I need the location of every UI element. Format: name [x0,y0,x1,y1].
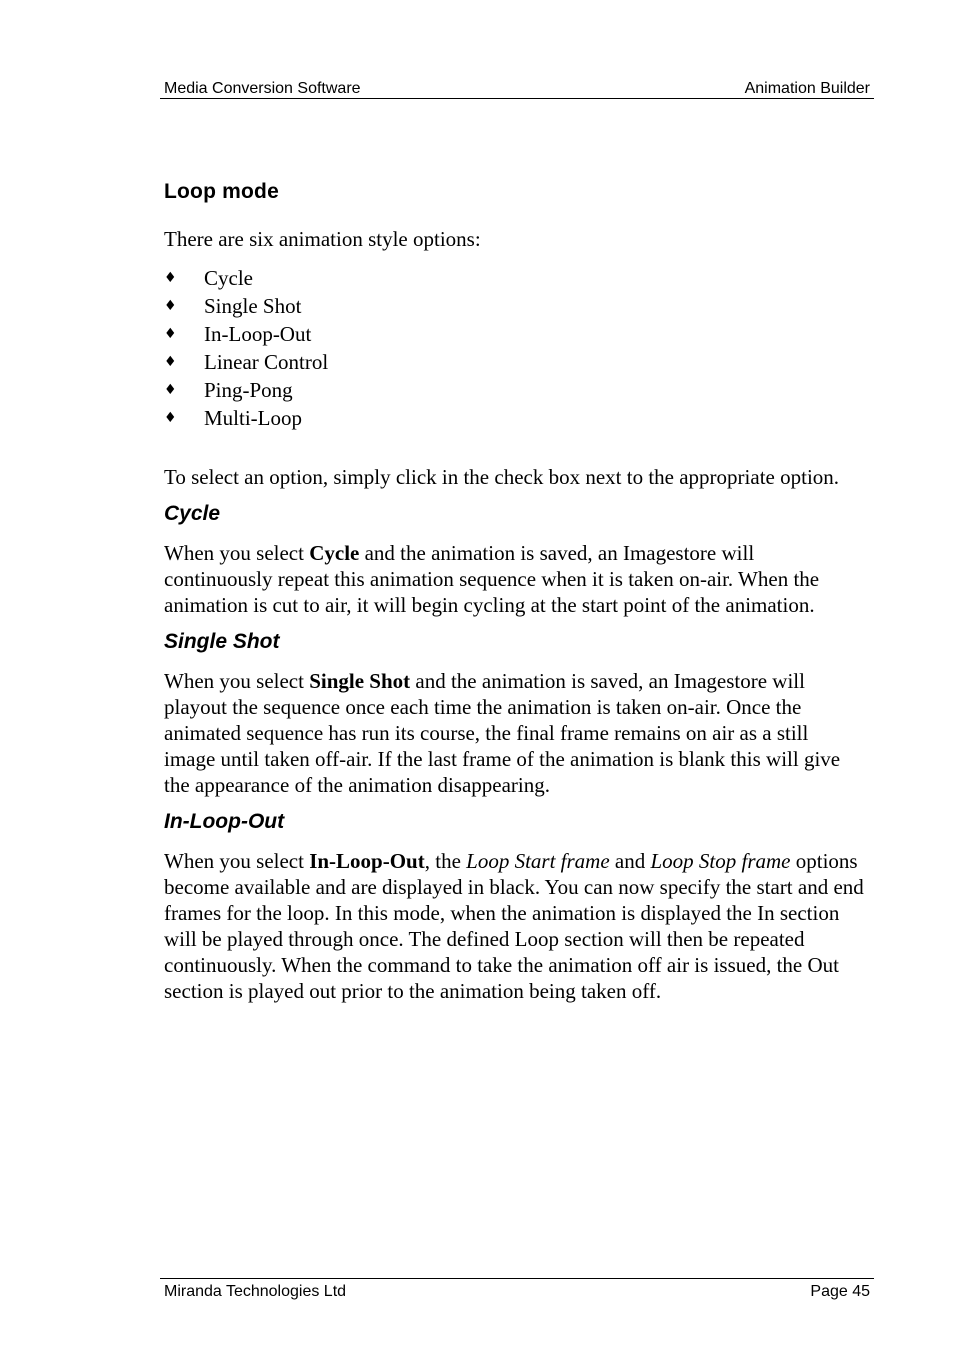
list-item: ♦ Cycle [164,266,253,290]
list-item: ♦ Linear Control [164,350,329,374]
diamond-bullet-icon: ♦ [164,354,177,370]
list-item: ♦ Ping-Pong [164,378,293,402]
section-title: Loop mode [164,180,279,203]
list-item: ♦ Single Shot [164,294,302,318]
diamond-bullet-icon: ♦ [164,410,177,426]
cycle-paragraph: When you select Cycle and the animation is saved, an Imagestore will continuously repeat this animation sequence when it is taken on-air. When the animation is cut to air, it will begin cycling at the start point of the animation. [164,541,820,617]
select-instructions: To select an option, simply click in the check box next to the appropriate option. [164,465,840,489]
cycle-heading: Cycle [164,502,221,525]
diamond-bullet-icon: ♦ [164,382,177,398]
footer-company: Miranda Technologies Ltd [164,1283,347,1300]
page-content [164,176,864,1016]
intro-paragraph: There are six animation style options: [164,227,481,251]
in-loop-out-paragraph: When you select In-Loop-Out, the Loop Start frame and Loop Stop frame options become available and are displayed in black. You can now specify the start and end frames for the loop. In this mode, when the animation is displayed the In section will be played through once. The defined Loop section will then be repeated continuously. When the command to take the animation off air is issued, the Out section is played out prior to the animation being taken off. [164,849,864,1003]
diamond-bullet-icon: ♦ [164,270,177,286]
page-header [160,76,874,99]
options-list [164,264,864,432]
header-doc-title: Media Conversion Software [164,80,361,97]
diamond-bullet-icon: ♦ [164,326,177,342]
single-shot-heading: Single Shot [164,630,280,653]
list-item: ♦ Multi-Loop [164,406,302,430]
list-item: ♦ In-Loop-Out [164,322,312,346]
page-number: Page 45 [810,1283,870,1300]
single-shot-paragraph: When you select Single Shot and the animation is saved, an Imagestore will playout the sequence once each time the animation is taken on-air. Once the animated sequence has run its course, the final frame remains on air as a still image until taken off-air. If the last frame of the animation is blank this will give the appearance of the animation disappearing. [164,669,841,797]
in-loop-out-heading: In-Loop-Out [164,810,285,833]
header-chapter-title: Animation Builder [744,80,870,97]
page-footer [160,1278,874,1305]
diamond-bullet-icon: ♦ [164,298,177,314]
